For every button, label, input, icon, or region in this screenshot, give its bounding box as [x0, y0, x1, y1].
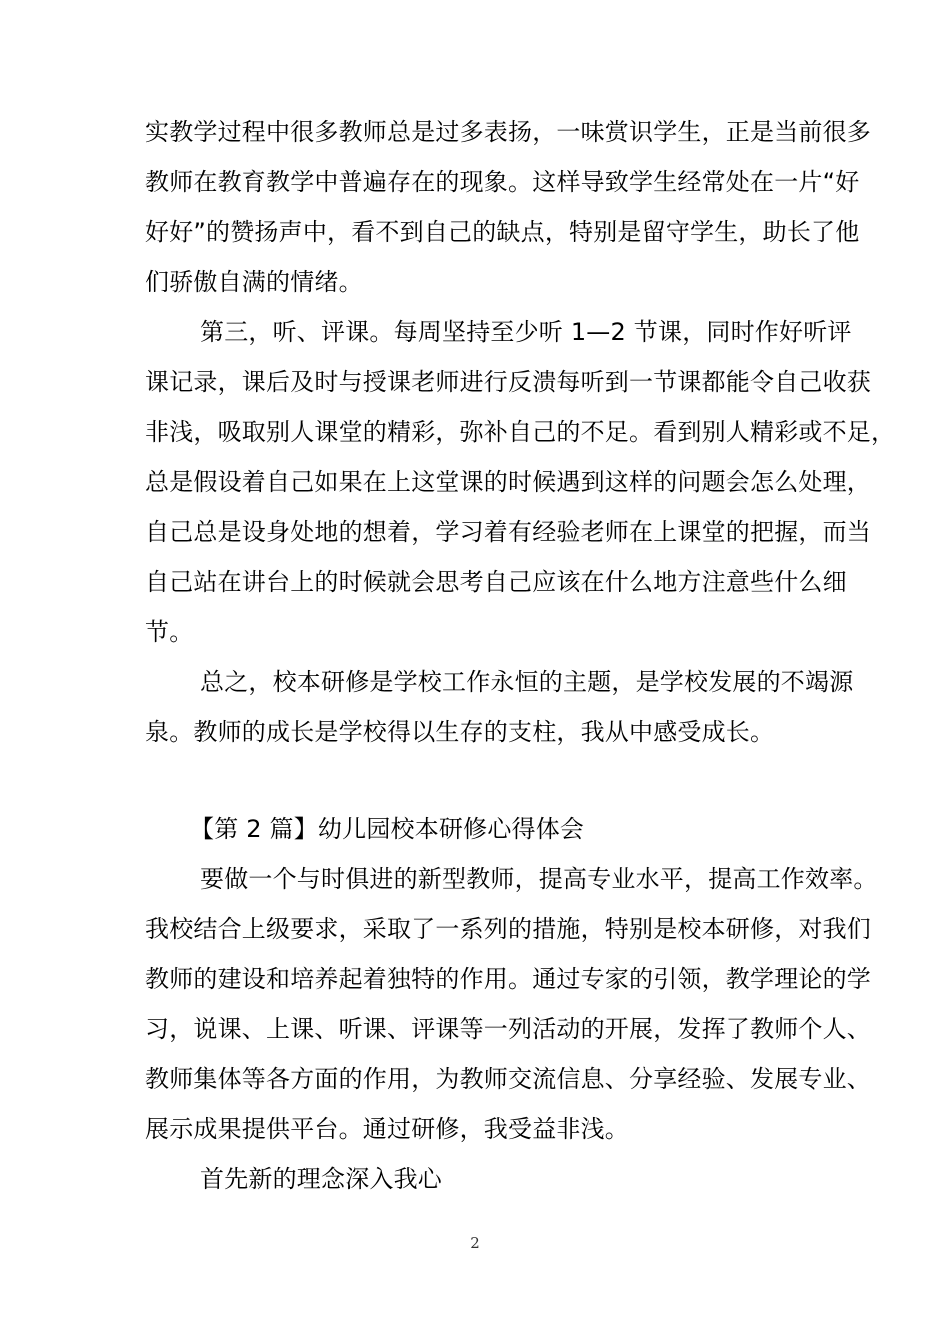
- text-line: 习，说课、上课、听课、评课等一列活动的开展，发挥了教师个人、: [145, 1015, 871, 1043]
- paragraph-start-line: 要做一个与时俱进的新型教师，提高专业水平，提高工作效率。: [200, 865, 878, 893]
- page-number: 2: [470, 1234, 480, 1252]
- paragraph-start-line: 第三，听、评课。每周坚持至少听 1—2 节课，同时作好听评: [200, 318, 852, 346]
- text-line: 自己总是设身处地的想着，学习着有经验老师在上课堂的把握，而当: [145, 518, 871, 546]
- text-line: 展示成果提供平台。通过研修，我受益非浅。: [145, 1115, 629, 1143]
- text-line: 好好”的赞扬声中，看不到自己的缺点，特别是留守学生，助长了他: [145, 218, 860, 246]
- text-line: 我校结合上级要求，采取了一系列的措施，特别是校本研修，对我们: [145, 915, 871, 943]
- text-line: 课记录，课后及时与授课老师进行反溃每听到一节课都能令自己收获: [145, 368, 871, 396]
- text-line: 们骄傲自满的情绪。: [145, 268, 363, 296]
- text-line: 教师在教育教学中普遍存在的现象。这样导致学生经常处在一片“好: [145, 168, 860, 196]
- text-line: 总是假设着自己如果在上这堂课的时候遇到这样的问题会怎么处理，: [145, 468, 871, 496]
- paragraph-start-line: 总之，校本研修是学校工作永恒的主题，是学校发展的不竭源: [200, 668, 854, 696]
- text-line: 非浅，吸取别人课堂的精彩，弥补自己的不足。看到别人精彩或不足，: [145, 418, 896, 446]
- section-heading: 【第 2 篇】幼儿园校本研修心得体会: [190, 815, 585, 843]
- text-line: 教师的建设和培养起着独特的作用。通过专家的引领，教学理论的学: [145, 965, 871, 993]
- text-line: 泉。教师的成长是学校得以生存的支柱，我从中感受成长。: [145, 718, 775, 746]
- paragraph-start-line: 首先新的理念深入我心: [200, 1165, 442, 1193]
- text-line: 教师集体等各方面的作用，为教师交流信息、分享经验、发展专业、: [145, 1065, 871, 1093]
- text-line: 自己站在讲台上的时候就会思考自己应该在什么地方注意些什么细: [145, 568, 847, 596]
- text-line: 节。: [145, 618, 194, 646]
- text-line: 实教学过程中很多教师总是过多表扬，一味赏识学生，正是当前很多: [145, 118, 871, 146]
